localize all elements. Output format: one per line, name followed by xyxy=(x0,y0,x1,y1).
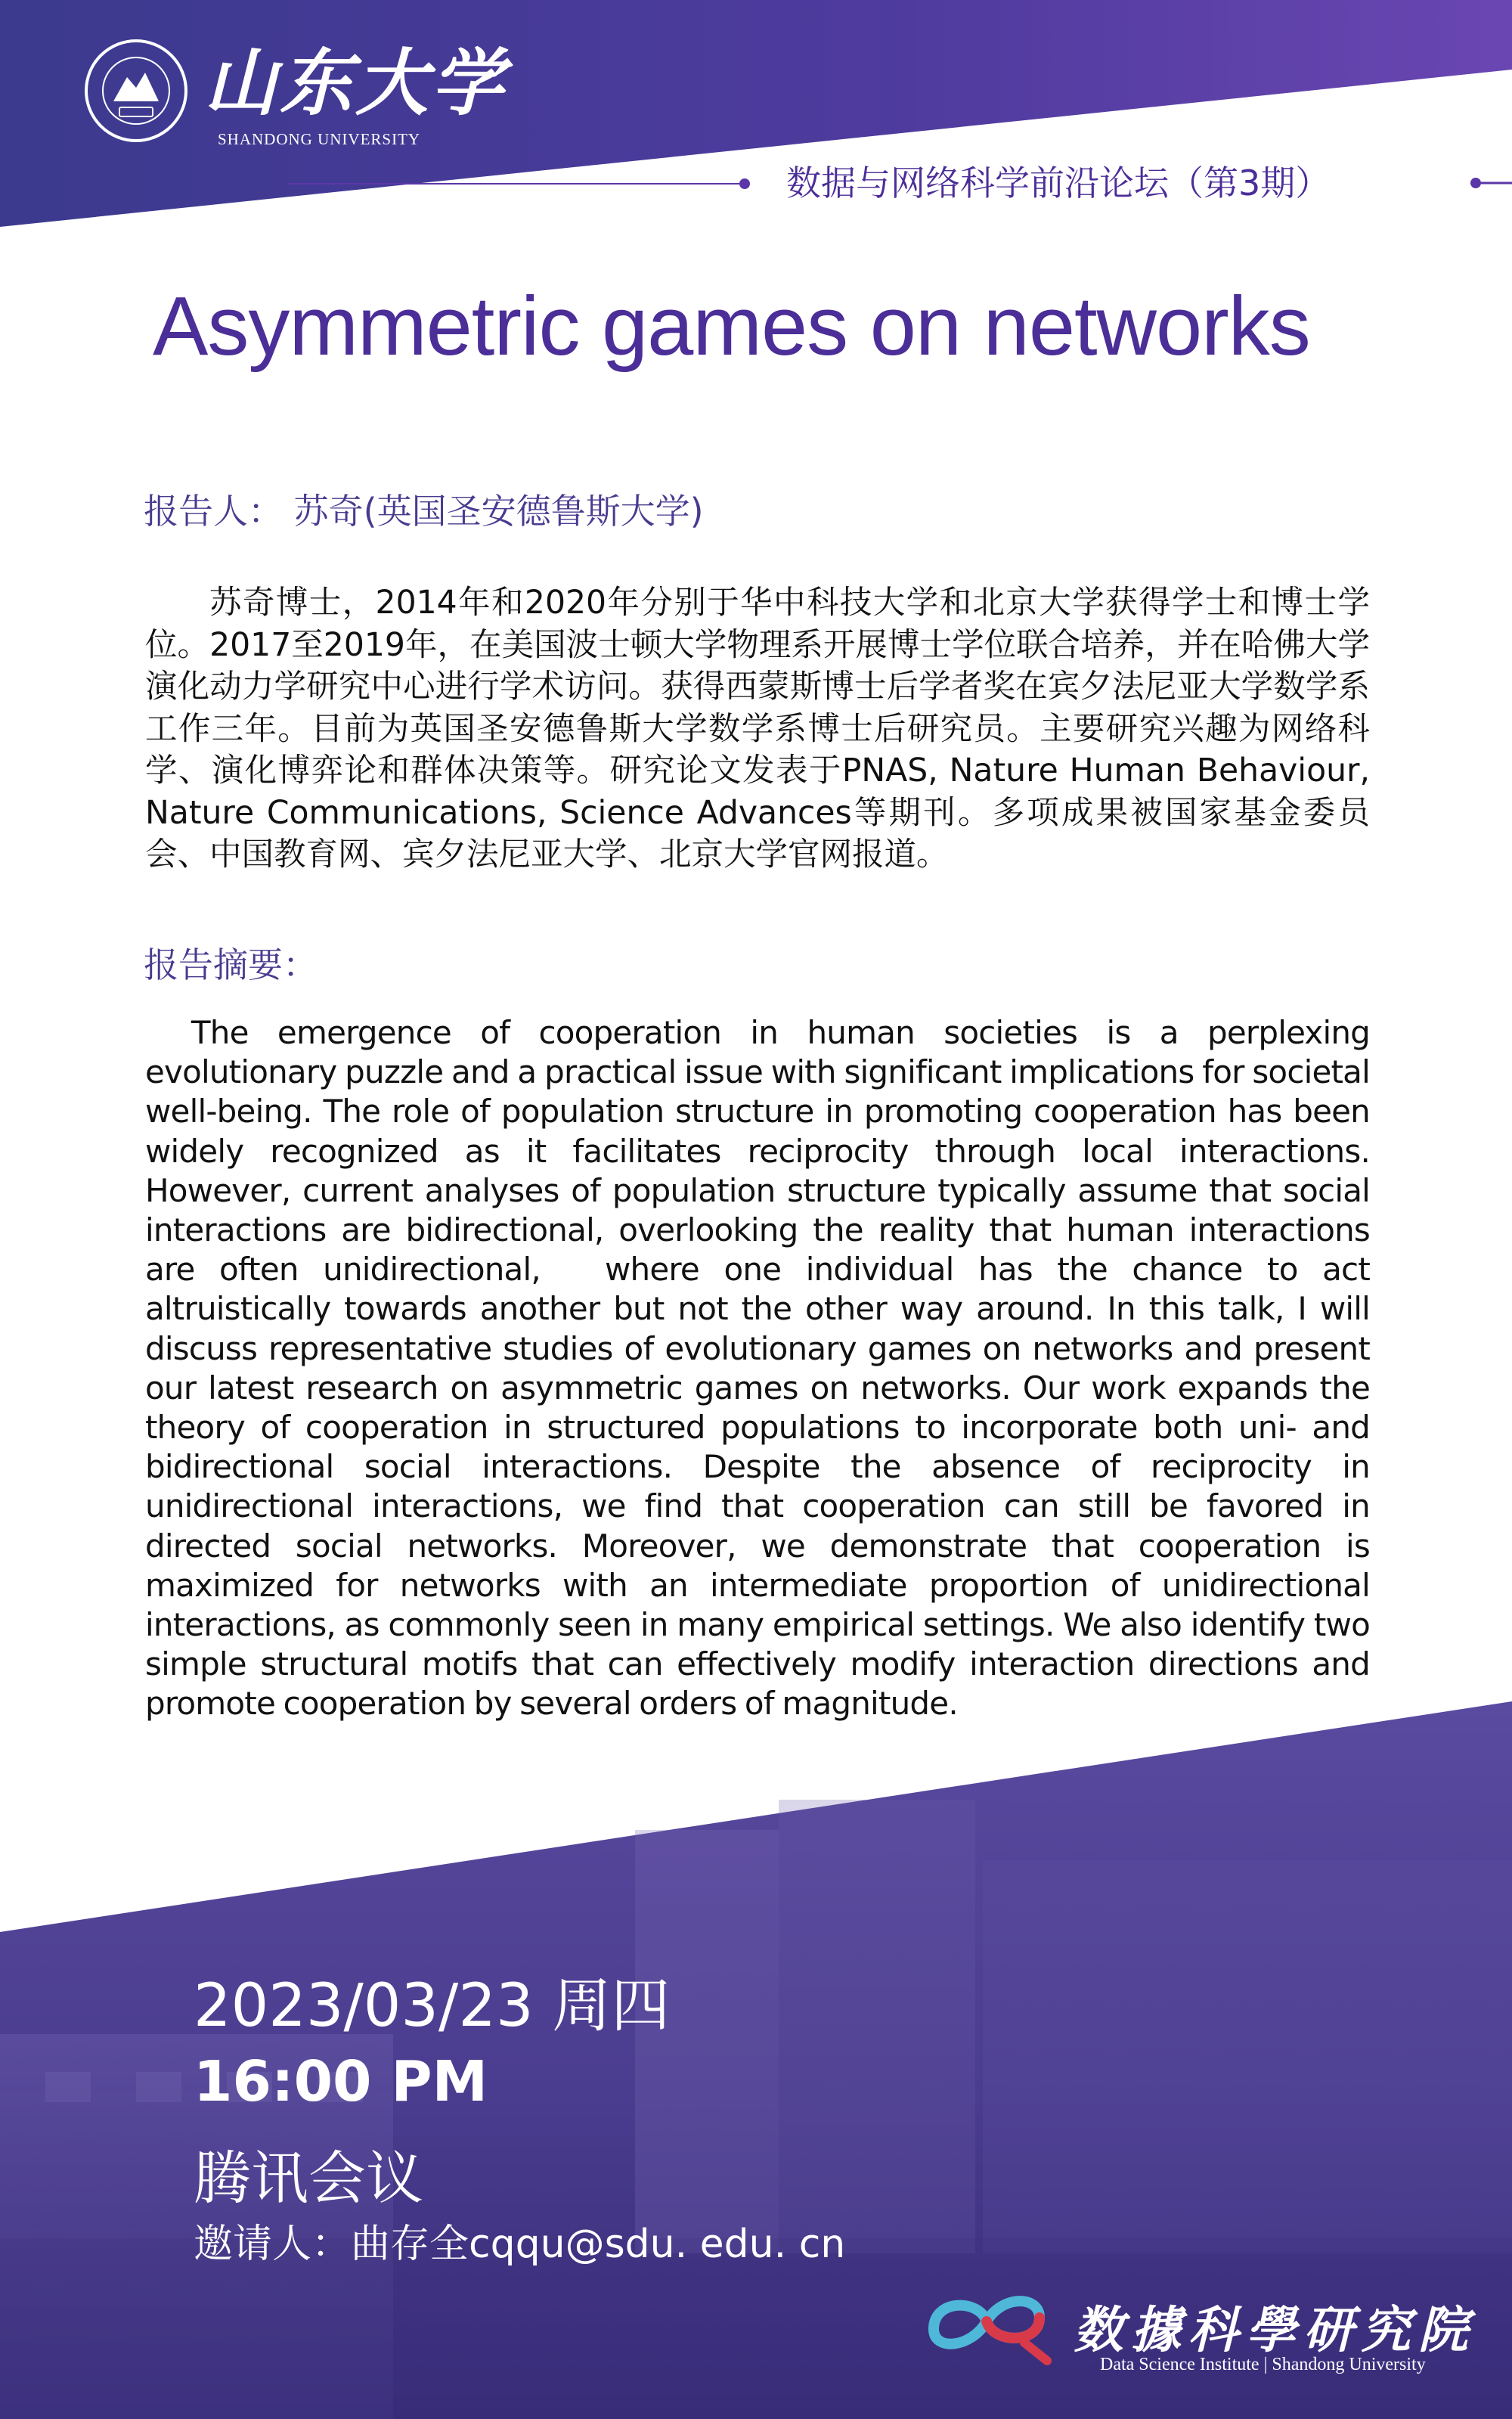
abstract-text: The emergence of cooperation in human societies is a perplexing evolutionary puzzle and a practical issue with significant implications for societal well-being. The role of population structure in promoting cooperation has been widely recognized as it facilitates reciprocity through local interactions. However, current analyses of population structure typically assume that social interactions are bidirectional, overlooking the reality that human interactions are often unidirectional, where one individual has the chance to act altruistically towards another but not the other way around. In this talk, I will discuss representative studies of evolutionary games on networks and present our latest research on asymmetric games on networks. Our work expands the theory of cooperation in structured populations to incorporate both uni- and bidirectional social interactions. Despite the absence of reciprocity in unidirectional interactions, we find that cooperation can still be favored in directed social networks. Moreover, we demonstrate that cooperation is maximized for networks with an intermediate proportion of unidirectional interactions, as commonly seen in many empirical settings. We also identify two simple structural motifs that can effectively modify interaction directions and promote cooperation by several orders of magnitude. xyxy=(145,1014,1370,1723)
university-name-cn: 山东大学 xyxy=(204,40,507,126)
event-time: 16:00 PM xyxy=(194,2049,488,2114)
event-date: 2023/03/23 周四 xyxy=(194,1972,671,2040)
talk-title: Asymmetric games on networks xyxy=(153,280,1310,373)
university-name-en: SHANDONG UNIVERSITY xyxy=(218,130,421,148)
institute-name-en: Data Science Institute | Shandong University xyxy=(1100,2355,1426,2374)
speaker-bio: 苏奇博士，2014年和2020年分别于华中科技大学和北京大学获得学士和博士学位。2017至2019年，在美国波士顿大学物理系开展博士学位联合培养，并在哈佛大学演化动力学研究中心进行学术访问。获得西蒙斯博士后学者奖在宾夕法尼亚大学数学系工作三年。目前为英国圣安德鲁斯大学数学系博士后研究员。主要研究兴趣为网络科学、演化博弈论和群体决策等。研究论文发表于PNAS, Nature Human Behaviour, Nature Communications, Science Advances等期刊。多项成果被国家基金委员会、中国教育网、宾夕法尼亚大学、北京大学官网报道。 xyxy=(145,585,1370,873)
speaker-label: 报告人： xyxy=(144,491,283,532)
forum-title: 数据与网络科学前沿论坛（第3期） xyxy=(786,163,1331,203)
forum-divider xyxy=(287,183,739,185)
abstract-label: 报告摘要： xyxy=(144,944,318,985)
forum-bullet-icon xyxy=(739,178,750,189)
event-inviter: 邀请人：曲存全cqqu@sdu. edu. cn xyxy=(194,2222,846,2267)
forum-end-arrow-icon xyxy=(1468,156,1512,212)
data-science-institute-logo-icon xyxy=(911,2276,1062,2367)
speaker-line xyxy=(144,484,704,534)
event-venue: 腾讯会议 xyxy=(194,2145,423,2212)
institute-name-cn: 数據科學研究院 xyxy=(1074,2300,1476,2359)
university-emblem-icon xyxy=(83,38,189,144)
speaker-name: 苏奇(英国圣安德鲁斯大学) xyxy=(293,491,704,532)
